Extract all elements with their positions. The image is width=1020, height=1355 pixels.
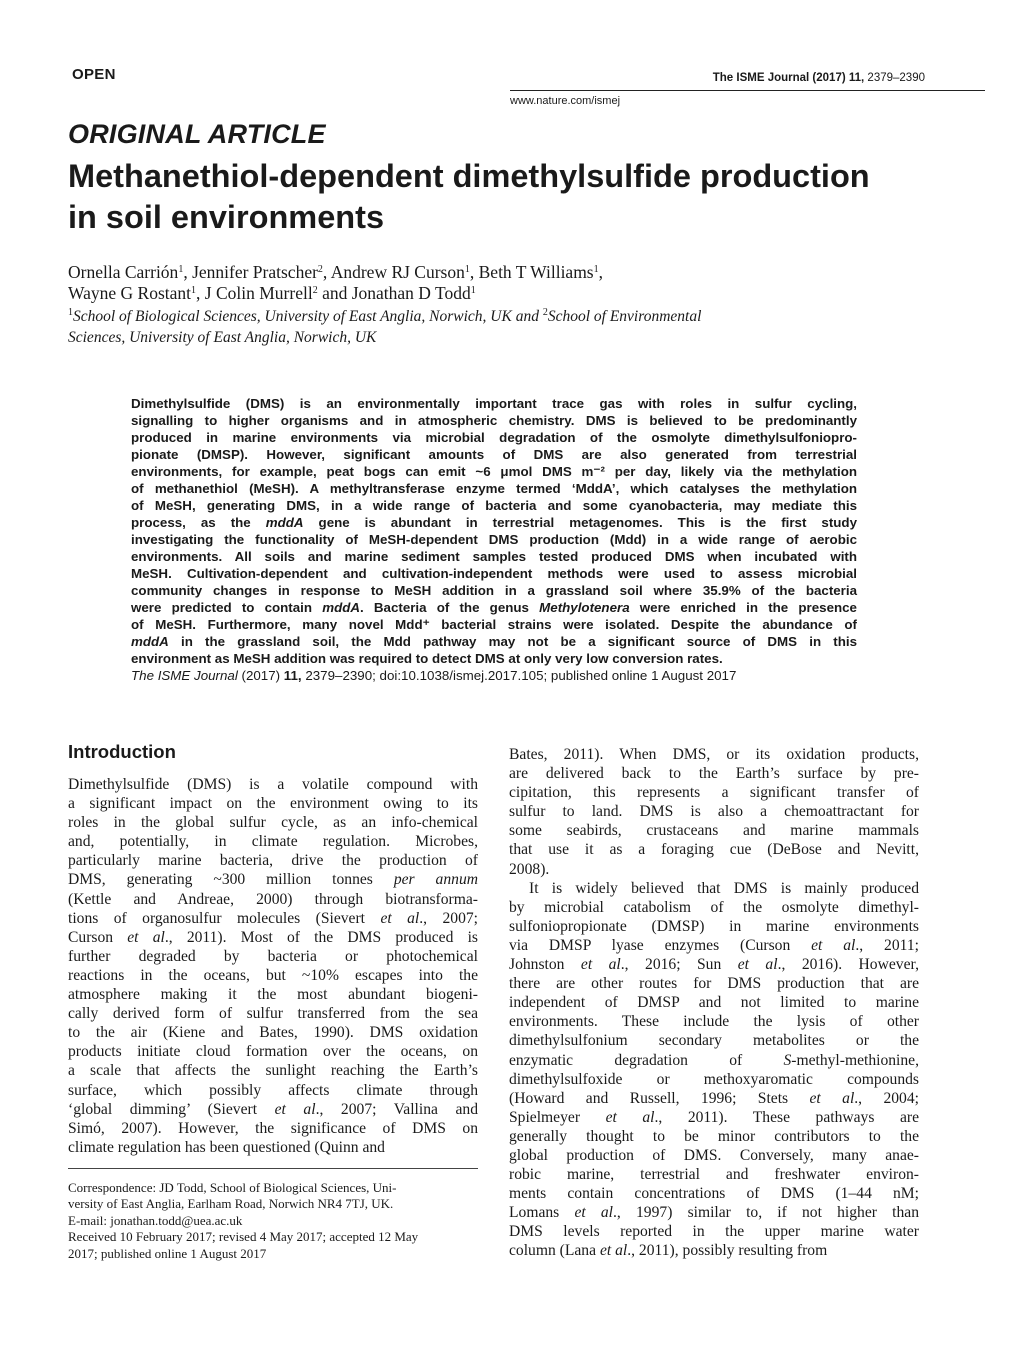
text-line: ‘global dimming’ (Sievert et al., 2007; Vallina and bbox=[68, 1100, 478, 1118]
citation-details: 2379–2390; doi:10.1038/ismej.2017.105; published online 1 August 2017 bbox=[301, 668, 737, 683]
text-line: robic marine, terrestrial and freshwater environ- bbox=[509, 1166, 919, 1184]
text-line: 2008). bbox=[509, 860, 550, 878]
text-line: and, potentially, in climate regulation. Microbes, bbox=[68, 833, 478, 851]
text-line: environments, for example, peat bogs can emit ~6 μmol DMS m⁻² per day, likely via the methylation bbox=[131, 464, 857, 479]
affiliation-mark: 2 bbox=[312, 285, 318, 296]
text-line: Simó, 2007). However, the significance of DMS on bbox=[68, 1119, 478, 1137]
text-line: via DMSP lyase enzymes (Curson et al., 2011; bbox=[509, 936, 919, 954]
text-line: dimethylsulfonium secondary metabolites or the bbox=[509, 1032, 919, 1050]
author-name: , Jennifer Pratscher bbox=[183, 262, 318, 282]
text-line: cally derived form of sulfur transferred from the sea bbox=[68, 1005, 478, 1023]
correspondence-footnote bbox=[68, 1180, 478, 1262]
author-line-2 bbox=[68, 283, 948, 304]
affiliation-mark: 2 bbox=[317, 264, 323, 275]
citation-volume: 11, bbox=[283, 668, 302, 683]
text-line: investigating the functionality of MeSH-dependent DMS production (Mdd) in a wide range of aerobic bbox=[131, 532, 857, 547]
author-name: Wayne G Rostant bbox=[68, 283, 192, 303]
citation-journal: The ISME Journal bbox=[131, 668, 238, 683]
article-title bbox=[68, 156, 948, 238]
text-line: that use it as a foraging cue (DeBose and Nevitt, bbox=[509, 841, 919, 859]
text-line: community changes in response to MeSH addition in a grassland soil where 35.9% of the bacteria bbox=[131, 583, 857, 598]
text-line: (Howard and Russell, 1996; Stets et al., 2004; bbox=[509, 1089, 919, 1107]
journal-reference bbox=[713, 72, 925, 84]
text-line: Correspondence: JD Todd, School of Biological Sciences, Uni- bbox=[68, 1180, 397, 1195]
author-name: , J Colin Murrell bbox=[196, 283, 313, 303]
header-rule bbox=[510, 90, 985, 91]
journal-url[interactable]: www.nature.com/ismej bbox=[510, 95, 621, 107]
text-line: pionate (DMSP). However, significant amounts of DMS are also generated from terrestrial bbox=[131, 447, 857, 462]
separator: , bbox=[598, 262, 603, 282]
text-line: Bates, 2011). When DMS, or its oxidation products, bbox=[509, 746, 919, 763]
journal-pages: 2379–2390 bbox=[864, 72, 925, 84]
text-line: signalling to higher organisms and in atmospheric chemistry. DMS is believed to be predominantly bbox=[131, 413, 857, 428]
text-line: E-mail: jonathan.todd@uea.ac.uk bbox=[68, 1212, 243, 1228]
text-line: a scale that affects the sunlight reaching the Earth’s bbox=[68, 1062, 478, 1080]
text-line: enzymatic degradation of S-methyl-methionine, bbox=[509, 1051, 919, 1069]
open-access-label: OPEN bbox=[72, 66, 116, 83]
text-line: generally thought to be minor contributors to the bbox=[509, 1127, 919, 1145]
text-line: to the air (Kiene and Bates, 1990). DMS oxidation bbox=[68, 1024, 478, 1042]
text-line: sulfoniopropionate (DMSP) in marine environments bbox=[509, 917, 919, 935]
text-line: global production of DMS. Conversely, many anae- bbox=[509, 1146, 919, 1164]
author-list bbox=[68, 262, 948, 304]
text-line: Dimethylsulfide (DMS) is a volatile compound with bbox=[68, 776, 478, 793]
affiliation-line-2: Sciences, University of East Anglia, Norwich, UK bbox=[68, 328, 377, 346]
text-line: DMS, generating ~300 million tonnes per annum bbox=[68, 871, 479, 889]
text-line: of MeSH. Furthermore, many novel Mdd⁺ bacterial strains were isolated. Despite the abundance of bbox=[131, 617, 857, 632]
text-line: particularly marine bacteria, drive the production of bbox=[68, 852, 478, 870]
text-line: surface, which possibly affects climate through bbox=[68, 1081, 478, 1099]
text-line: Spielmeyer et al., 2011). These pathways are bbox=[509, 1108, 919, 1126]
text-line: environments. All soils and marine sediment samples tested produced DMS when incubated with bbox=[131, 549, 857, 564]
text-line: tions of organosulfur molecules (Sievert et al., 2007; bbox=[68, 909, 478, 927]
affiliation-mark: 1 bbox=[593, 264, 599, 275]
text-line: climate regulation has been questioned (Quinn and bbox=[68, 1138, 385, 1156]
text-line: ments contain concentrations of DMS (1–44 nM; bbox=[509, 1185, 919, 1203]
text-line: process, as the mddA gene is abundant in terrestrial metagenomes. This is the first study bbox=[131, 515, 858, 530]
citation-line bbox=[131, 667, 857, 684]
body-column-right bbox=[509, 745, 919, 1261]
text-line: a significant impact on the environment owing to its bbox=[68, 795, 478, 813]
text-line: some seabirds, crustaceans and marine mammals bbox=[509, 822, 919, 840]
affiliation-mark: 1 bbox=[191, 285, 197, 296]
author-line-1 bbox=[68, 262, 948, 283]
text-line: 2017; published online 1 August 2017 bbox=[68, 1245, 267, 1261]
text-line: DMS levels reported in the upper marine water bbox=[509, 1223, 919, 1241]
text-line: there are other routes for DMS production that are bbox=[509, 975, 919, 993]
text-line: MeSH. Cultivation-dependent and cultivation-independent methods were used to assess microbial bbox=[131, 566, 857, 581]
text-line: Johnston et al., 2016; Sun et al., 2016). However, bbox=[509, 956, 919, 974]
text-line: atmosphere making it the most abundant biogeni- bbox=[68, 986, 478, 1004]
text-line: roles in the global sulfur cycle, as an info-chemical bbox=[68, 814, 478, 832]
text-line: It is widely believed that DMS is mainly produced bbox=[529, 879, 919, 897]
text-line: were predicted to contain mddA. Bacteria of the genus Methylotenera were enriched in the presence bbox=[131, 600, 857, 615]
text-line: Received 10 February 2017; revised 4 May 2017; accepted 12 May bbox=[68, 1229, 419, 1245]
text-line: Lomans et al., 1997) similar to, if not higher than bbox=[509, 1204, 919, 1222]
text-line: reactions in the oceans, but ~10% escapes into the bbox=[68, 966, 478, 984]
author-name: and Jonathan D Todd bbox=[317, 283, 471, 303]
title-line: in soil environments bbox=[68, 199, 385, 235]
title-line: Methanethiol-dependent dimethylsulfide production bbox=[68, 158, 870, 194]
journal-name: The ISME Journal (2017) 11, bbox=[712, 72, 865, 84]
text-line: products initiate cloud formation over the oceans, on bbox=[68, 1043, 478, 1061]
text-line: of methanethiol (MeSH). A methyltransferase enzyme termed ‘MddA’, which catalyses the methylation bbox=[131, 481, 857, 496]
text-line: environment as MeSH addition was required to detect DMS at only very low conversion rates. bbox=[131, 651, 723, 666]
affiliation-mark: 1 bbox=[178, 264, 184, 275]
affiliations bbox=[68, 307, 948, 348]
footnote-rule bbox=[68, 1168, 478, 1169]
text-line: are delivered back to the Earth’s surface by pre- bbox=[509, 765, 919, 783]
text-line: dimethylsulfoxide or methoxyaromatic compounds bbox=[509, 1070, 919, 1088]
section-heading: Introduction bbox=[68, 741, 176, 762]
text-line: cipitation, this represents a significant transfer of bbox=[509, 784, 919, 802]
text-line: sulfur to land. DMS is also a chemoattractant for bbox=[509, 803, 919, 821]
text-line: versity of East Anglia, Earlham Road, Norwich NR4 7TJ, UK. bbox=[68, 1196, 394, 1212]
citation-year: (2017) bbox=[237, 668, 284, 683]
text-line: by microbial catabolism of the osmolyte dimethyl- bbox=[509, 898, 919, 916]
text-line: Curson et al., 2011). Most of the DMS produced is bbox=[68, 928, 478, 946]
text-line: (Kettle and Andreae, 2000) through biotransforma- bbox=[68, 890, 478, 908]
text-line: Dimethylsulfide (DMS) is an environmentally important trace gas with roles in sulfur cycling, bbox=[131, 396, 857, 411]
text-line: mddA in the grassland soil, the Mdd pathway may not be a significant source of DMS in this bbox=[131, 634, 857, 649]
text-line: environments. These include the lysis of other bbox=[509, 1013, 919, 1031]
text-line: column (Lana et al., 2011), possibly resulting from bbox=[509, 1242, 828, 1260]
author-name: , Andrew RJ Curson bbox=[322, 262, 465, 282]
article-type: ORIGINAL ARTICLE bbox=[68, 119, 326, 149]
text-line: independent of DMSP and not limited to marine bbox=[509, 994, 919, 1012]
body-column-left bbox=[68, 775, 478, 1157]
text-line: of MeSH, generating DMS, in a wide range of bacteria and some cyanobacteria, may mediate this bbox=[131, 498, 857, 513]
affiliation-mark: 1 bbox=[470, 285, 476, 296]
affiliation-line-1: $^1$School of Biological Sciences, University of East Anglia, Norwich, UK and $^2$School of Environmental bbox=[68, 307, 702, 325]
text-line: further degraded by bacteria or photochemical bbox=[68, 947, 478, 965]
author-name: , Beth T Williams bbox=[469, 262, 594, 282]
text-line: produced in marine environments via microbial degradation of the osmolyte dimethylsulfoniopro- bbox=[131, 430, 857, 445]
affiliation-mark: 1 bbox=[464, 264, 470, 275]
abstract bbox=[131, 395, 857, 667]
author-name: Ornella Carrión bbox=[68, 262, 179, 282]
